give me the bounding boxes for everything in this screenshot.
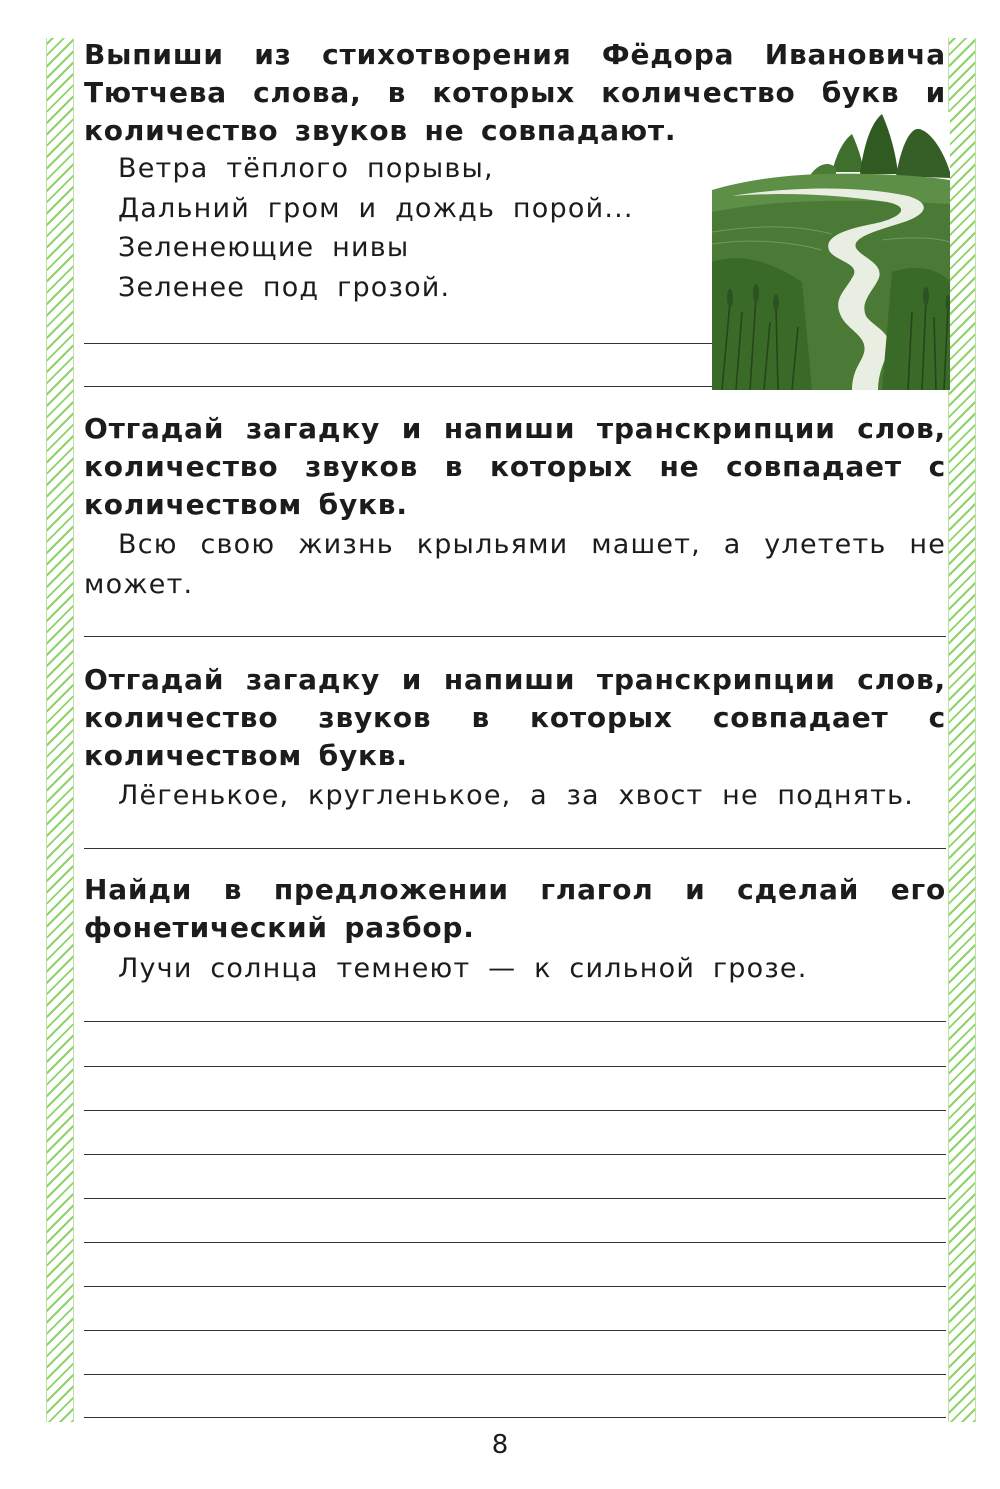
answer-line[interactable]: [84, 1286, 946, 1287]
riddle-1-line-2: может.: [84, 569, 194, 600]
answer-line[interactable]: [84, 1417, 946, 1418]
answer-line[interactable]: [84, 636, 946, 637]
task-2-title: Отгадай загадку и напиши транскрипции слов, количество звуков в которых не совпадает с количеством букв.: [84, 412, 946, 521]
poem-line-4: Зеленее под грозой.: [118, 272, 451, 303]
poem-line-3: Зеленеющие нивы: [118, 232, 410, 263]
answer-line[interactable]: [84, 386, 712, 387]
left-decorative-stripe: [46, 38, 74, 1422]
answer-line[interactable]: [84, 1198, 946, 1199]
task-1-title: Выпиши из стихотворения Фёдора Ивановича Тютчева слова, в которых количество букв и количество звуков не совпадают.: [84, 38, 946, 147]
field-landscape-illustration: [712, 112, 950, 390]
poem-line-2: Дальний гром и дождь порой...: [118, 193, 634, 224]
answer-line[interactable]: [84, 1374, 946, 1375]
right-decorative-stripe: [948, 38, 976, 1422]
answer-line[interactable]: [84, 848, 946, 849]
answer-line[interactable]: [84, 1242, 946, 1243]
answer-line[interactable]: [84, 1110, 946, 1111]
poem-line-1: Ветра тёплого порывы,: [118, 153, 494, 184]
answer-line[interactable]: [84, 1021, 946, 1022]
task-4-title: Найди в предложении глагол и сделай его фонетический разбор.: [84, 873, 946, 944]
riddle-2-line: Лёгенькое, кругленькое, а за хвост не поднять.: [118, 780, 914, 811]
answer-line[interactable]: [84, 1154, 946, 1155]
task-3-title: Отгадай загадку и напиши транскрипции слов, количество звуков в которых совпадает с количеством букв.: [84, 663, 946, 772]
page-number: 8: [491, 1430, 509, 1460]
riddle-1-line-1: Всю свою жизнь крыльями машет, а улететь не: [118, 529, 946, 560]
answer-line[interactable]: [84, 343, 712, 344]
sentence-line: Лучи солнца темнеют — к сильной грозе.: [118, 953, 808, 984]
answer-line[interactable]: [84, 1330, 946, 1331]
answer-line[interactable]: [84, 1066, 946, 1067]
